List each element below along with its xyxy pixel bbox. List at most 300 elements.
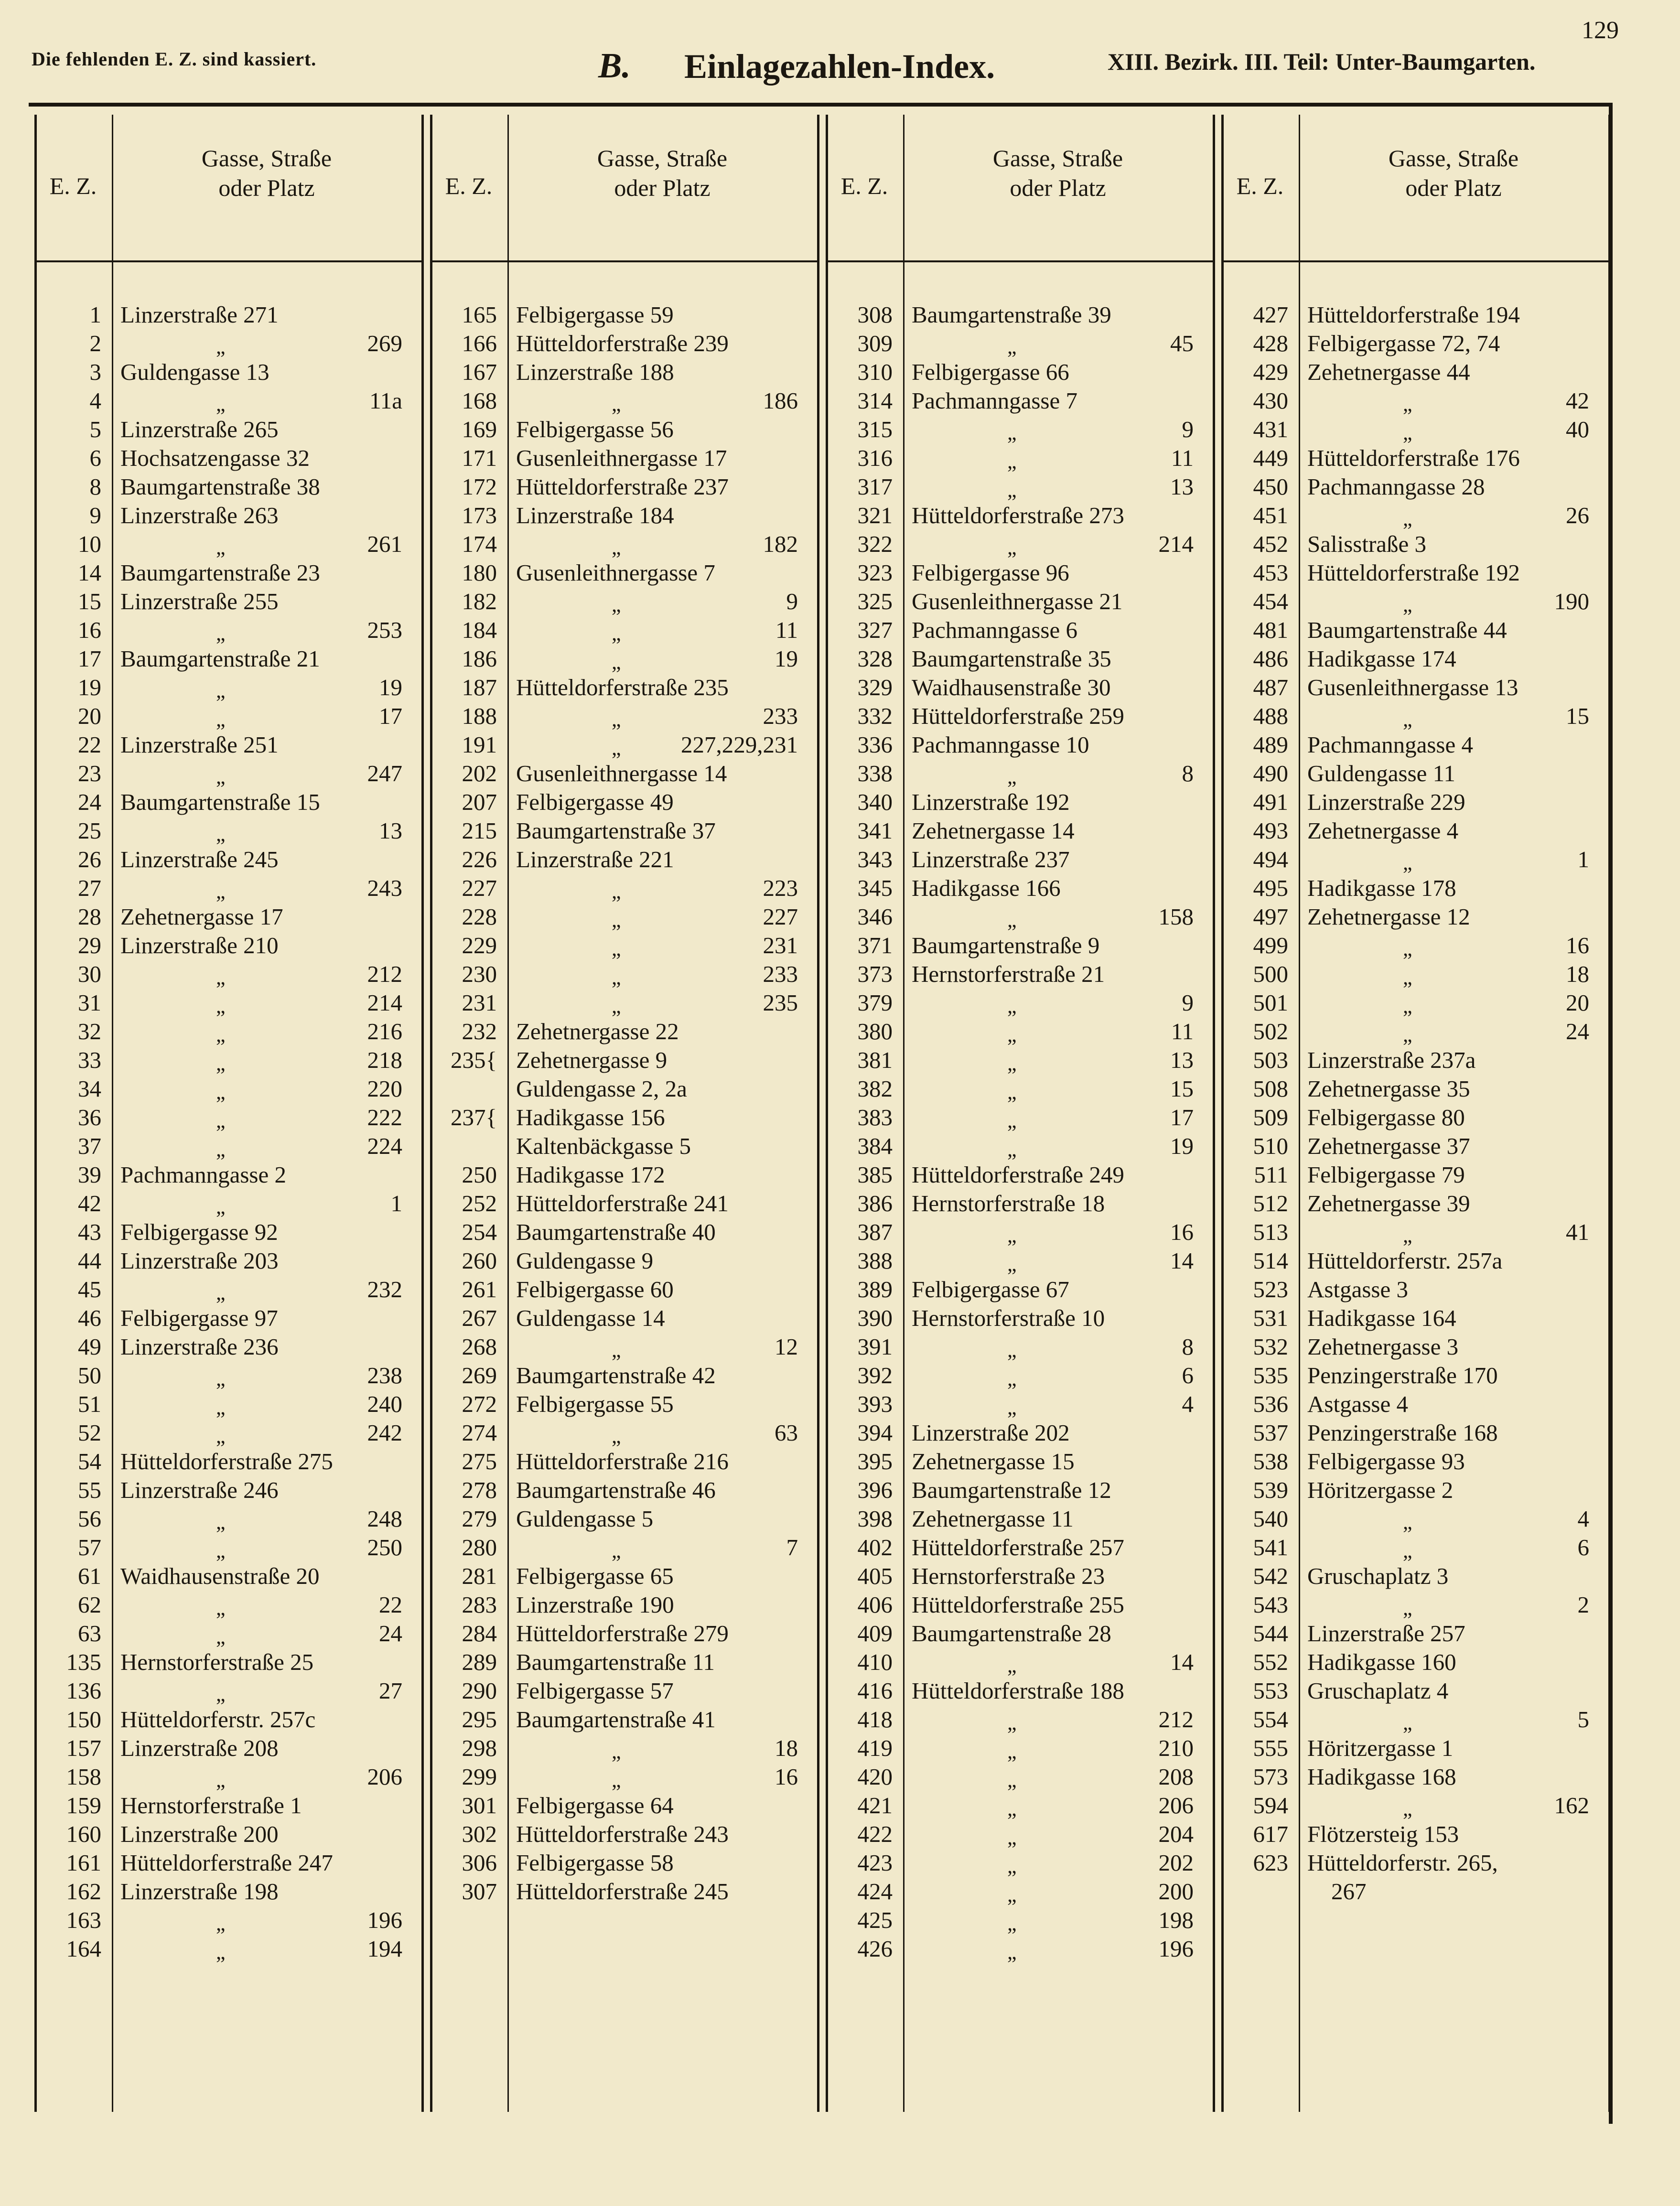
table-row xyxy=(826,1820,1213,1849)
ditto-mark: „ xyxy=(216,1052,226,1075)
house-number: 13 xyxy=(379,818,402,844)
ez-number: 160 xyxy=(66,1821,101,1847)
street-name: Linzerstraße 221 xyxy=(516,846,674,872)
ez-number: 56 xyxy=(78,1506,101,1532)
table-row xyxy=(430,760,817,788)
ez-number: 402 xyxy=(857,1534,893,1560)
street-name: Hütteldorferstraße 237 xyxy=(516,473,729,500)
table-row xyxy=(34,559,421,588)
ditto-mark: „ xyxy=(1007,450,1017,473)
table-row xyxy=(430,1161,817,1190)
ez-number: 174 xyxy=(462,531,497,557)
ez-number: 532 xyxy=(1253,1334,1288,1360)
ez-number: 327 xyxy=(857,617,893,643)
ez-number: 425 xyxy=(857,1907,893,1933)
street-name: Linzerstraße 255 xyxy=(120,588,279,614)
house-number: 231 xyxy=(763,932,798,958)
table-row xyxy=(34,1763,421,1792)
table-row xyxy=(34,1448,421,1476)
table-row xyxy=(1221,1104,1608,1132)
street-name: Baumgartenstraße 37 xyxy=(516,818,716,844)
ez-number: 540 xyxy=(1253,1506,1288,1532)
table-row xyxy=(1221,1591,1608,1620)
table-row xyxy=(826,903,1213,932)
street-name: Linzerstraße 200 xyxy=(120,1821,279,1847)
house-number: 11 xyxy=(775,617,798,643)
table-row xyxy=(430,1419,817,1448)
table-row xyxy=(1221,616,1608,645)
table-row xyxy=(430,645,817,674)
table-row xyxy=(430,1448,817,1476)
ez-number: 427 xyxy=(1253,301,1288,328)
house-number: 24 xyxy=(379,1620,402,1646)
ez-number: 345 xyxy=(857,875,893,901)
table-row xyxy=(826,1648,1213,1677)
house-number: 206 xyxy=(367,1764,402,1790)
street-header-line1: Gasse, Straße xyxy=(992,145,1123,172)
ditto-mark: „ xyxy=(1007,1940,1017,1964)
ditto-mark: „ xyxy=(612,536,621,559)
ez-number: 267 xyxy=(462,1305,497,1331)
ditto-mark: „ xyxy=(1007,1797,1017,1820)
table-row xyxy=(826,1075,1213,1104)
table-row xyxy=(1221,358,1608,387)
ez-number: 187 xyxy=(462,674,497,700)
ez-number: 158 xyxy=(66,1764,101,1790)
street-name: Gusenleithnergasse 7 xyxy=(516,560,715,586)
table-row xyxy=(826,1276,1213,1304)
ditto-mark: „ xyxy=(1403,1711,1412,1734)
ez-number: 51 xyxy=(78,1391,101,1417)
table-row xyxy=(430,1878,817,1906)
house-number: 19 xyxy=(1170,1133,1194,1159)
ez-number: 298 xyxy=(462,1735,497,1761)
table-row xyxy=(1221,1390,1608,1419)
house-number: 11a xyxy=(369,387,402,414)
ez-number: 316 xyxy=(857,445,893,471)
ez-number: 389 xyxy=(857,1276,893,1302)
table-row xyxy=(430,1190,817,1218)
table-row xyxy=(34,903,421,932)
table-row xyxy=(826,1677,1213,1706)
street-name: Zehetnergasse 44 xyxy=(1307,359,1470,385)
table-row xyxy=(430,444,817,473)
table-row xyxy=(34,1792,421,1820)
ez-number: 487 xyxy=(1253,674,1288,700)
table-row xyxy=(1221,1849,1608,1878)
table-row xyxy=(430,530,817,559)
table-row xyxy=(1221,473,1608,502)
ez-number: 22 xyxy=(78,732,101,758)
ez-column-header: E. Z. xyxy=(49,172,97,199)
ditto-mark: „ xyxy=(612,1740,621,1763)
street-name: Felbigergasse 59 xyxy=(516,301,674,328)
street-name: Hütteldorferstraße 194 xyxy=(1307,301,1520,328)
table-row xyxy=(826,1132,1213,1161)
ez-number: 422 xyxy=(857,1821,893,1847)
ez-number: 301 xyxy=(462,1792,497,1819)
table-row xyxy=(826,301,1213,330)
ditto-mark: „ xyxy=(1007,1912,1017,1935)
table-row xyxy=(34,846,421,874)
ez-number: 252 xyxy=(462,1190,497,1216)
table-row xyxy=(34,788,421,817)
ez-number: 168 xyxy=(462,387,497,414)
street-name: Felbigergasse 96 xyxy=(912,560,1069,586)
table-row xyxy=(34,1562,421,1591)
table-row xyxy=(1221,301,1608,330)
street-name: Felbigergasse 66 xyxy=(912,359,1069,385)
ez-number: 229 xyxy=(462,932,497,958)
ditto-mark: „ xyxy=(216,1596,226,1620)
table-row xyxy=(826,1849,1213,1878)
ditto-mark: „ xyxy=(1007,421,1017,444)
table-row xyxy=(34,674,421,702)
street-name: Hernstorferstraße 1 xyxy=(120,1792,302,1819)
street-name: Linzerstraße 188 xyxy=(516,359,674,385)
table-row xyxy=(34,387,421,416)
house-number: 248 xyxy=(367,1506,402,1532)
street-name: Gusenleithnergasse 14 xyxy=(516,760,727,786)
column-rule xyxy=(1608,115,1611,2112)
ez-number: 231 xyxy=(462,990,497,1016)
table-row xyxy=(34,473,421,502)
table-row xyxy=(430,1247,817,1276)
ez-number: 182 xyxy=(462,588,497,614)
ez-number: 167 xyxy=(462,359,497,385)
table-row xyxy=(826,416,1213,444)
ditto-mark: „ xyxy=(216,1625,226,1648)
house-number: 1 xyxy=(1577,846,1589,872)
ez-number: 314 xyxy=(857,387,893,414)
street-name: Hernstorferstraße 21 xyxy=(912,961,1105,987)
table-row xyxy=(34,1734,421,1763)
street-name: Zehetnergasse 11 xyxy=(912,1506,1074,1532)
ditto-mark: „ xyxy=(612,1338,621,1362)
ditto-mark: „ xyxy=(216,392,226,416)
ez-number: 215 xyxy=(462,818,497,844)
ez-number: 428 xyxy=(1253,330,1288,356)
ez-number: 184 xyxy=(462,617,497,643)
street-name: Felbigergasse 93 xyxy=(1307,1448,1465,1474)
street-name: Linzerstraße 198 xyxy=(120,1878,279,1905)
table-row xyxy=(1221,530,1608,559)
street-name: Linzerstraße 202 xyxy=(912,1420,1070,1446)
ditto-mark: „ xyxy=(1007,994,1017,1018)
street-name: Linzerstraße 236 xyxy=(120,1334,279,1360)
table-row xyxy=(34,1046,421,1075)
street-name: Zehetnergasse 37 xyxy=(1307,1133,1470,1159)
street-name: Guldengasse 2, 2a xyxy=(516,1076,687,1102)
table-row xyxy=(34,1218,421,1247)
street-name: Astgasse 3 xyxy=(1307,1276,1408,1302)
ez-number: 45 xyxy=(78,1276,101,1302)
table-row xyxy=(430,1304,817,1333)
house-number: 233 xyxy=(763,961,798,987)
street-name: Linzerstraße 246 xyxy=(120,1477,279,1503)
ditto-mark: „ xyxy=(216,994,226,1018)
street-name: Zehetnergasse 4 xyxy=(1307,818,1459,844)
table-row xyxy=(430,1534,817,1562)
ez-number: 510 xyxy=(1253,1133,1288,1159)
street-name: Hütteldorferstraße 247 xyxy=(120,1850,333,1876)
ez-number: 8 xyxy=(89,473,101,500)
ez-number: 44 xyxy=(78,1248,101,1274)
house-number: 24 xyxy=(1566,1018,1589,1044)
street-name: Gusenleithnergasse 13 xyxy=(1307,674,1518,700)
street-name: Guldengasse 14 xyxy=(516,1305,665,1331)
table-row xyxy=(1221,1018,1608,1046)
ez-number: 268 xyxy=(462,1334,497,1360)
house-number: 240 xyxy=(367,1391,402,1417)
ditto-mark: „ xyxy=(1403,1596,1412,1620)
house-number: 8 xyxy=(1182,760,1194,786)
table-row xyxy=(34,1935,421,1964)
ez-number: 452 xyxy=(1253,531,1288,557)
ez-number: 490 xyxy=(1253,760,1288,786)
ez-number: 385 xyxy=(857,1162,893,1188)
table-row xyxy=(34,1247,421,1276)
street-name: Baumgartenstraße 39 xyxy=(912,301,1111,328)
house-number: 11 xyxy=(1171,445,1194,471)
table-row xyxy=(430,817,817,846)
table-row xyxy=(1221,1276,1608,1304)
house-number: 26 xyxy=(1566,502,1589,528)
ez-column-header: E. Z. xyxy=(840,172,888,199)
house-number: 15 xyxy=(1170,1076,1194,1102)
ez-number: 423 xyxy=(857,1850,893,1876)
ez-number: 309 xyxy=(857,330,893,356)
table-row xyxy=(34,932,421,960)
table-row xyxy=(430,1132,817,1161)
ez-number: 307 xyxy=(462,1878,497,1905)
table-row xyxy=(1221,1161,1608,1190)
street-name: Hernstorferstraße 23 xyxy=(912,1563,1105,1589)
house-number: 223 xyxy=(763,875,798,901)
ez-number: 513 xyxy=(1253,1219,1288,1245)
table-row xyxy=(430,1763,817,1792)
ez-number: 3 xyxy=(89,359,101,385)
ez-number: 43 xyxy=(78,1219,101,1245)
ez-number: 161 xyxy=(66,1850,101,1876)
ditto-mark: „ xyxy=(1007,765,1017,788)
street-name: Hütteldorferstr. 257a xyxy=(1307,1248,1503,1274)
table-row xyxy=(34,960,421,989)
house-number: 2 xyxy=(1577,1592,1589,1618)
ditto-mark: „ xyxy=(216,1940,226,1964)
ez-number: 552 xyxy=(1253,1649,1288,1675)
ditto-mark: „ xyxy=(216,1682,226,1706)
street-name: Linzerstraße 251 xyxy=(120,732,279,758)
table-row xyxy=(430,1734,817,1763)
ez-number: 20 xyxy=(78,703,101,729)
street-name: Felbigergasse 97 xyxy=(120,1305,278,1331)
street-name: Guldengasse 11 xyxy=(1307,760,1455,786)
ez-number: 405 xyxy=(857,1563,893,1589)
table-row xyxy=(1221,1734,1608,1763)
ez-number: 202 xyxy=(462,760,497,786)
house-number: 11 xyxy=(1171,1018,1194,1044)
column-rule xyxy=(817,115,819,2112)
ditto-mark: „ xyxy=(216,1510,226,1534)
ez-number: 299 xyxy=(462,1764,497,1790)
table-row xyxy=(34,1390,421,1419)
table-row xyxy=(826,1104,1213,1132)
ditto-mark: „ xyxy=(216,880,226,903)
ez-number: 323 xyxy=(857,560,893,586)
ditto-mark: „ xyxy=(216,765,226,788)
ez-number: 135 xyxy=(66,1649,101,1675)
house-number: 162 xyxy=(1554,1792,1589,1819)
ez-number: 497 xyxy=(1253,904,1288,930)
house-number: 16 xyxy=(1566,932,1589,958)
ez-column-header: E. Z. xyxy=(445,172,493,199)
table-row xyxy=(34,1706,421,1734)
table-row xyxy=(1221,760,1608,788)
ez-number: 453 xyxy=(1253,560,1288,586)
ez-number: 489 xyxy=(1253,732,1288,758)
table-row xyxy=(1221,1677,1608,1706)
house-number: 5 xyxy=(1577,1706,1589,1733)
table-row xyxy=(826,1218,1213,1247)
street-name: Hütteldorferstraße 255 xyxy=(912,1592,1124,1618)
table-row xyxy=(34,989,421,1018)
ez-number: 410 xyxy=(857,1649,893,1675)
street-name: Pachmanngasse 4 xyxy=(1307,732,1473,758)
ez-number: 260 xyxy=(462,1248,497,1274)
ditto-mark: „ xyxy=(216,1424,226,1448)
ez-number: 207 xyxy=(462,789,497,815)
street-name: Linzerstraße 208 xyxy=(120,1735,279,1761)
table-row xyxy=(826,1935,1213,1964)
table-row xyxy=(34,301,421,330)
street-name: Hütteldorferstraße 273 xyxy=(912,502,1124,528)
street-name: Baumgartenstraße 41 xyxy=(516,1706,716,1733)
ez-number: 308 xyxy=(857,301,893,328)
street-name: Pachmanngasse 6 xyxy=(912,617,1077,643)
ez-number: 279 xyxy=(462,1506,497,1532)
ez-number: 539 xyxy=(1253,1477,1288,1503)
ditto-mark: „ xyxy=(216,708,226,731)
street-name: Gusenleithnergasse 17 xyxy=(516,445,727,471)
ez-number: 454 xyxy=(1253,588,1288,614)
house-number: 63 xyxy=(775,1420,798,1446)
house-number: 227 xyxy=(763,904,798,930)
table-row xyxy=(826,702,1213,731)
ez-number: 227 xyxy=(462,875,497,901)
street-name: Felbigergasse 65 xyxy=(516,1563,674,1589)
table-row xyxy=(826,1505,1213,1534)
table-row xyxy=(826,1591,1213,1620)
ez-number: 481 xyxy=(1253,617,1288,643)
street-name: Felbigergasse 80 xyxy=(1307,1104,1465,1130)
ez-number: 388 xyxy=(857,1248,893,1274)
ez-number: 283 xyxy=(462,1592,497,1618)
ez-number: 382 xyxy=(857,1076,893,1102)
table-row xyxy=(430,1505,817,1534)
ez-number: 328 xyxy=(857,646,893,672)
house-number: 196 xyxy=(1158,1936,1194,1962)
ditto-mark: „ xyxy=(612,1424,621,1448)
ez-number: 346 xyxy=(857,904,893,930)
ez-number: 392 xyxy=(857,1362,893,1388)
ez-number: 306 xyxy=(462,1850,497,1876)
street-name: Baumgartenstraße 38 xyxy=(120,473,320,500)
street-name: Felbigergasse 92 xyxy=(120,1219,278,1245)
ez-number: 488 xyxy=(1253,703,1288,729)
ez-number: 393 xyxy=(857,1391,893,1417)
house-number: 9 xyxy=(1182,990,1194,1016)
ditto-mark: „ xyxy=(1403,392,1412,416)
ez-number: 409 xyxy=(857,1620,893,1646)
ez-number: 6 xyxy=(89,445,101,471)
table-row xyxy=(1221,874,1608,903)
table-row xyxy=(1221,1247,1608,1276)
table-row xyxy=(430,387,817,416)
table-row xyxy=(430,932,817,960)
house-number: 17 xyxy=(379,703,402,729)
street-name: Hütteldorferstraße 241 xyxy=(516,1190,729,1216)
table-row xyxy=(34,817,421,846)
street-name: Linzerstraße 210 xyxy=(120,932,279,958)
table-row xyxy=(34,1534,421,1562)
house-number: 204 xyxy=(1158,1821,1194,1847)
table-row xyxy=(1221,387,1608,416)
index-column-3 xyxy=(826,301,1213,1964)
street-name: Felbigergasse 64 xyxy=(516,1792,674,1819)
ez-number: 555 xyxy=(1253,1735,1288,1761)
ditto-mark: „ xyxy=(216,1195,226,1218)
house-number: 18 xyxy=(775,1735,798,1761)
table-row xyxy=(430,1362,817,1390)
table-row xyxy=(34,1018,421,1046)
table-row xyxy=(1221,903,1608,932)
ez-number: 537 xyxy=(1253,1420,1288,1446)
table-row xyxy=(430,1849,817,1878)
table-row xyxy=(430,960,817,989)
ditto-mark: „ xyxy=(216,1367,226,1390)
ez-number: 188 xyxy=(462,703,497,729)
street-name: Penzingerstraße 170 xyxy=(1307,1362,1498,1388)
street-header-line1: Gasse, Straße xyxy=(201,145,332,172)
ez-number: 536 xyxy=(1253,1391,1288,1417)
street-name: Baumgartenstraße 35 xyxy=(912,646,1111,672)
table-row xyxy=(826,846,1213,874)
ez-number: 542 xyxy=(1253,1563,1288,1589)
ditto-mark: „ xyxy=(612,1768,621,1792)
ez-number: 553 xyxy=(1253,1678,1288,1704)
ez-number: 426 xyxy=(857,1936,893,1962)
table-row xyxy=(826,817,1213,846)
ditto-mark: „ xyxy=(1007,1654,1017,1677)
table-row xyxy=(34,702,421,731)
ez-number: 451 xyxy=(1253,502,1288,528)
ez-number: 37 xyxy=(78,1133,101,1159)
ez-number: 39 xyxy=(78,1162,101,1188)
ez-number: 278 xyxy=(462,1477,497,1503)
table-row xyxy=(1221,588,1608,616)
ez-number: 406 xyxy=(857,1592,893,1618)
house-number: 27 xyxy=(379,1678,402,1704)
ez-number: 42 xyxy=(78,1190,101,1216)
house-number: 9 xyxy=(1182,416,1194,442)
ez-number: 386 xyxy=(857,1190,893,1216)
house-number: 267 xyxy=(1331,1878,1367,1905)
table-row xyxy=(1221,1792,1608,1820)
ditto-mark: „ xyxy=(1007,1883,1017,1906)
street-name: Guldengasse 5 xyxy=(516,1506,654,1532)
street-name: Zehetnergasse 22 xyxy=(516,1018,679,1044)
